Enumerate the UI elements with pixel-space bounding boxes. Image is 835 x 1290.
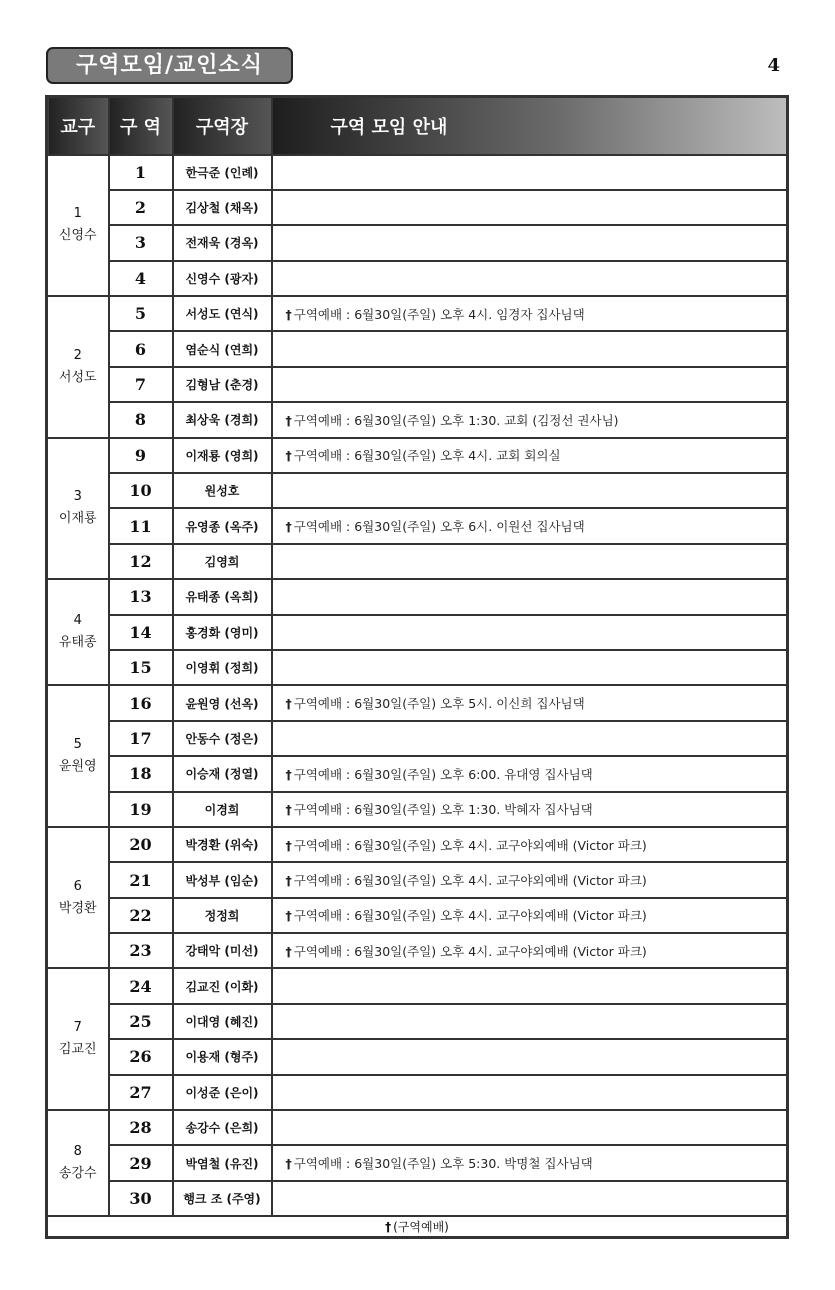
- page-number: 4: [767, 55, 780, 76]
- district-leader: 김형남 (춘경): [173, 367, 272, 402]
- table-row: [47, 933, 788, 968]
- table-row: [47, 615, 788, 650]
- table-row: [47, 1039, 788, 1074]
- cross-icon: †: [285, 1156, 292, 1172]
- meeting-notice: [272, 296, 788, 331]
- meeting-notice-text: 구역예배 : 6월30일(주일) 오후 6:00. 유대영 집사님댁: [293, 766, 593, 782]
- table-row: [47, 650, 788, 685]
- district-number: 26: [109, 1039, 173, 1074]
- table-row: [47, 190, 788, 225]
- district-number: 4: [109, 261, 173, 296]
- district-leader: 이승재 (정열): [173, 756, 272, 791]
- gyogu-number: 2: [73, 347, 82, 363]
- table-row: [47, 438, 788, 473]
- meeting-notice: [272, 933, 788, 968]
- meeting-notice-text: 구역예배 : 6월30일(주일) 오후 6시. 이원선 집사님댁: [293, 519, 585, 535]
- meeting-notice-text: 구역예배 : 6월30일(주일) 오후 4시. 교구야외예배 (Victor 파크): [293, 943, 647, 959]
- meeting-notice: [272, 650, 788, 685]
- meeting-notice: [272, 756, 788, 791]
- district-leader: 신영수 (광자): [173, 261, 272, 296]
- meeting-notice: [272, 225, 788, 260]
- table-row: [47, 685, 788, 720]
- gyogu-cell: [47, 1110, 109, 1216]
- meeting-notice: [272, 1145, 788, 1180]
- gyogu-cell: [47, 579, 109, 685]
- cross-icon: †: [285, 943, 292, 959]
- meeting-notice: [272, 155, 788, 190]
- cross-icon: †: [285, 412, 292, 428]
- district-leader: 이성준 (은이): [173, 1075, 272, 1110]
- table-row: [47, 1181, 788, 1216]
- meeting-notice: [272, 1004, 788, 1039]
- meeting-notice-text: 구역예배 : 6월30일(주일) 오후 5:30. 박명철 집사님댁: [293, 1156, 593, 1172]
- header-guyeok: 구 역: [109, 97, 173, 155]
- gyogu-cell: [47, 827, 109, 969]
- meeting-notice: [272, 1181, 788, 1216]
- cross-icon: †: [285, 873, 292, 888]
- meeting-notice: [272, 261, 788, 296]
- meeting-notice: [272, 508, 788, 543]
- table-row: [47, 367, 788, 402]
- district-number: 22: [109, 898, 173, 933]
- meeting-notice: [272, 792, 788, 827]
- table-row: [47, 402, 788, 437]
- gyogu-name: 박경환: [58, 900, 97, 916]
- district-leader: 정정희: [173, 898, 272, 933]
- table-row: [47, 261, 788, 296]
- district-leader: 염순식 (연희): [173, 331, 272, 366]
- section-title: 구역모임/교인소식: [46, 47, 293, 84]
- table-row: [47, 296, 788, 331]
- gyogu-name: 이재룡: [58, 511, 97, 527]
- district-leader: 안동수 (정은): [173, 721, 272, 756]
- meeting-notice: [272, 402, 788, 437]
- meeting-notice-text: 구역예배 : 6월30일(주일) 오후 5시. 이신희 집사님댁: [293, 696, 585, 712]
- table-row: [47, 862, 788, 897]
- district-number: 29: [109, 1145, 173, 1180]
- cross-icon: †: [285, 908, 292, 924]
- table-row: [47, 544, 788, 579]
- header-notice: 구역 모임 안내: [272, 97, 788, 155]
- district-number: 16: [109, 685, 173, 720]
- meeting-notice: [272, 438, 788, 473]
- header-gyogu: 교구: [47, 97, 109, 155]
- district-leader: 전재욱 (경옥): [173, 225, 272, 260]
- meeting-notice-text: 구역예배 : 6월30일(주일) 오후 4시. 교구야외예배 (Victor 파크): [293, 873, 647, 888]
- district-leader: 유영종 (옥주): [173, 508, 272, 543]
- district-leader: 강태악 (미선): [173, 933, 272, 968]
- district-number: 15: [109, 650, 173, 685]
- gyogu-name: 송강수: [58, 1166, 97, 1182]
- gyogu-number: 5: [73, 737, 82, 753]
- cross-icon: †: [285, 519, 292, 535]
- meeting-notice: [272, 579, 788, 614]
- table-row: [47, 968, 788, 1003]
- gyogu-number: 7: [73, 1020, 82, 1036]
- table-row: [47, 1110, 788, 1145]
- gyogu-number: 3: [73, 489, 82, 505]
- district-number: 7: [109, 367, 173, 402]
- table-row: [47, 508, 788, 543]
- district-number: 18: [109, 756, 173, 791]
- district-number: 11: [109, 508, 173, 543]
- gyogu-name: 윤원영: [58, 759, 97, 775]
- meeting-notice: [272, 473, 788, 508]
- district-leader: 이용재 (형주): [173, 1039, 272, 1074]
- district-leader: 서성도 (연식): [173, 296, 272, 331]
- meeting-notice: [272, 1110, 788, 1145]
- district-number: 13: [109, 579, 173, 614]
- meeting-notice: [272, 190, 788, 225]
- table-row: [47, 155, 788, 190]
- meeting-notice-text: 구역예배 : 6월30일(주일) 오후 4시. 교회 회의실: [293, 448, 561, 464]
- district-leader: 김교진 (이화): [173, 968, 272, 1003]
- cross-icon: †: [285, 802, 292, 818]
- footer-legend: [47, 1216, 788, 1237]
- gyogu-number: 1: [73, 206, 82, 222]
- district-leader: 이재룡 (영희): [173, 438, 272, 473]
- table-row: [47, 331, 788, 366]
- meeting-notice: [272, 1075, 788, 1110]
- cross-icon: †: [285, 448, 292, 464]
- meeting-notice-text: 구역예배 : 6월30일(주일) 오후 4시. 교구야외예배 (Victor 파크): [293, 908, 647, 924]
- gyogu-cell: [47, 155, 109, 297]
- gyogu-number: 8: [73, 1144, 82, 1160]
- meeting-notice: [272, 827, 788, 862]
- gyogu-name: 유태종: [58, 635, 97, 651]
- meeting-notice-text: 구역예배 : 6월30일(주일) 오후 4시. 교구야외예배 (Victor 파크): [293, 837, 647, 853]
- district-leader: 김영희: [173, 544, 272, 579]
- district-number: 21: [109, 862, 173, 897]
- district-meeting-table: [45, 95, 789, 1239]
- cross-icon: †: [385, 1219, 392, 1234]
- district-leader: 한극준 (인례): [173, 155, 272, 190]
- table-row: [47, 792, 788, 827]
- district-number: 10: [109, 473, 173, 508]
- district-leader: 원성호: [173, 473, 272, 508]
- district-number: 12: [109, 544, 173, 579]
- district-leader: 이경희: [173, 792, 272, 827]
- district-number: 5: [109, 296, 173, 331]
- table-row: [47, 473, 788, 508]
- district-number: 25: [109, 1004, 173, 1039]
- district-leader: 이영휘 (정희): [173, 650, 272, 685]
- meeting-notice: [272, 544, 788, 579]
- district-number: 6: [109, 331, 173, 366]
- table-row: [47, 898, 788, 933]
- cross-icon: †: [285, 306, 292, 322]
- district-number: 27: [109, 1075, 173, 1110]
- cross-icon: †: [285, 696, 292, 712]
- district-number: 20: [109, 827, 173, 862]
- district-number: 9: [109, 438, 173, 473]
- table-body: [47, 155, 788, 1217]
- district-number: 23: [109, 933, 173, 968]
- gyogu-name: 신영수: [58, 228, 97, 244]
- meeting-notice: [272, 615, 788, 650]
- district-number: 14: [109, 615, 173, 650]
- table-row: [47, 721, 788, 756]
- district-leader: 유태종 (옥희): [173, 579, 272, 614]
- meeting-notice: [272, 685, 788, 720]
- district-leader: 김상철 (채옥): [173, 190, 272, 225]
- district-number: 2: [109, 190, 173, 225]
- district-number: 3: [109, 225, 173, 260]
- meeting-notice-text: 구역예배 : 6월30일(주일) 오후 4시. 임경자 집사님댁: [293, 306, 585, 322]
- gyogu-name: 서성도: [58, 369, 97, 385]
- district-leader: 윤원영 (선옥): [173, 685, 272, 720]
- table-header-row: [47, 97, 788, 155]
- meeting-notice-text: 구역예배 : 6월30일(주일) 오후 1:30. 박혜자 집사님댁: [293, 802, 593, 818]
- district-number: 1: [109, 155, 173, 190]
- district-leader: 박염철 (유진): [173, 1145, 272, 1180]
- cross-icon: †: [285, 837, 292, 853]
- district-number: 19: [109, 792, 173, 827]
- meeting-notice: [272, 1039, 788, 1074]
- meeting-notice: [272, 898, 788, 933]
- meeting-notice: [272, 721, 788, 756]
- meeting-notice: [272, 862, 788, 897]
- table-footer-row: [47, 1216, 788, 1237]
- meeting-notice-text: 구역예배 : 6월30일(주일) 오후 1:30. 교회 (김정선 권사님): [293, 412, 619, 428]
- gyogu-number: 4: [73, 613, 82, 629]
- table-row: [47, 225, 788, 260]
- table-row: [47, 1004, 788, 1039]
- district-leader: 홍경화 (영미): [173, 615, 272, 650]
- meeting-notice: [272, 331, 788, 366]
- gyogu-cell: [47, 685, 109, 827]
- district-number: 28: [109, 1110, 173, 1145]
- district-leader: 송강수 (은희): [173, 1110, 272, 1145]
- district-leader: 이대영 (혜진): [173, 1004, 272, 1039]
- header-leader: 구역장: [173, 97, 272, 155]
- gyogu-cell: [47, 968, 109, 1110]
- table-row: [47, 579, 788, 614]
- gyogu-cell: [47, 438, 109, 580]
- district-leader: 박경환 (위숙): [173, 827, 272, 862]
- district-number: 8: [109, 402, 173, 437]
- district-leader: 행크 조 (주영): [173, 1181, 272, 1216]
- table-row: [47, 827, 788, 862]
- district-leader: 박성부 (임순): [173, 862, 272, 897]
- cross-icon: †: [285, 766, 292, 782]
- table-row: [47, 756, 788, 791]
- meeting-notice: [272, 968, 788, 1003]
- gyogu-cell: [47, 296, 109, 438]
- table-row: [47, 1075, 788, 1110]
- gyogu-number: 6: [73, 878, 82, 894]
- table-row: [47, 1145, 788, 1180]
- footer-note: (구역예배): [393, 1219, 449, 1234]
- district-number: 17: [109, 721, 173, 756]
- meeting-notice: [272, 367, 788, 402]
- district-number: 24: [109, 968, 173, 1003]
- gyogu-name: 김교진: [58, 1042, 97, 1058]
- district-leader: 최상욱 (경희): [173, 402, 272, 437]
- district-number: 30: [109, 1181, 173, 1216]
